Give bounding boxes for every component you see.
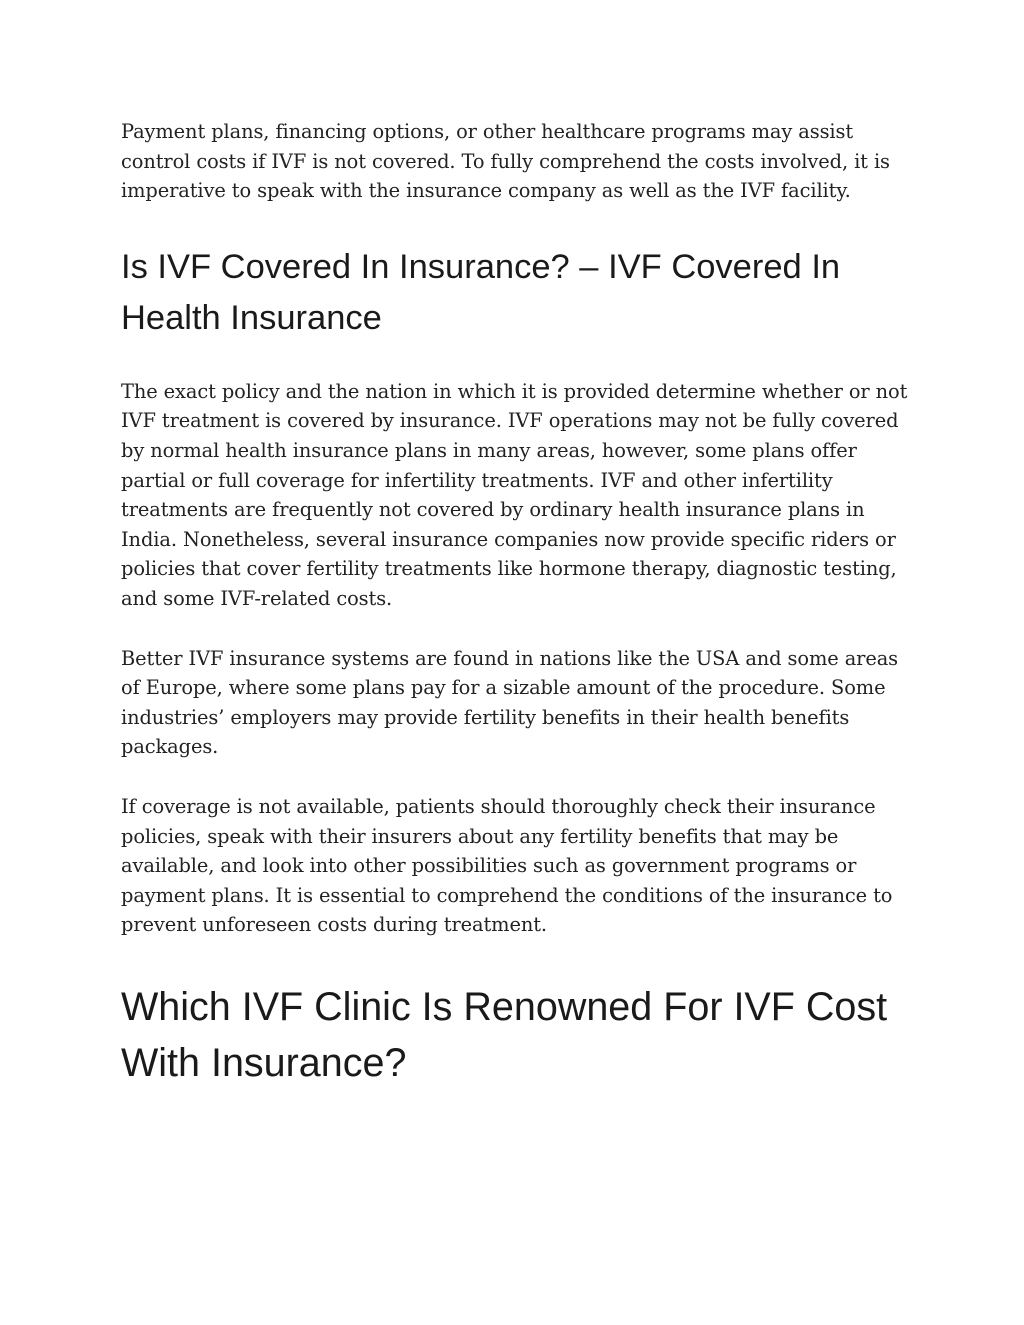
heading-which-ivf-clinic: Which IVF Clinic Is Renowned For IVF Cost With Insurance? (121, 984, 888, 1086)
paragraph-if-coverage-not-available: If coverage is not available, patients should thoroughly check their insurance policies, speak with their insurers about any fertility benefits that may be available, and look into other possibilities such as government programs or payment plans. It is essential to comprehend the conditions of the insurance to prevent unforeseen costs during treatment. (121, 794, 893, 937)
document-page (121, 117, 911, 1092)
heading-ivf-covered-in-insurance: Is IVF Covered In Insurance? – IVF Covered In Health Insurance (121, 247, 841, 338)
paragraph-policy-and-nation: The exact policy and the nation in which it is provided determine whether or not IVF treatment is covered by insurance. IVF operations may not be fully covered by normal health insurance plans in many areas, however, some plans offer partial or full coverage for infertility treatments. IVF and other infertility treatments are frequently not covered by ordinary health insurance plans in India. Nonetheless, several insurance companies now provide specific riders or policies that cover fertility treatments like hormone therapy, diagnostic testing, and some IVF-related costs. (121, 379, 908, 610)
paragraph-better-insurance-systems: Better IVF insurance systems are found in nations like the USA and some areas of Europe, where some plans pay for a sizable amount of the procedure. Some industries’ employers may provide fertility benefits in their health benefits packages. (121, 646, 899, 759)
paragraph-payment-plans: Payment plans, financing options, or other healthcare programs may assist control costs if IVF is not covered. To fully comprehend the costs involved, it is imperative to speak with the insurance company as well as the IVF facility. (121, 120, 890, 203)
